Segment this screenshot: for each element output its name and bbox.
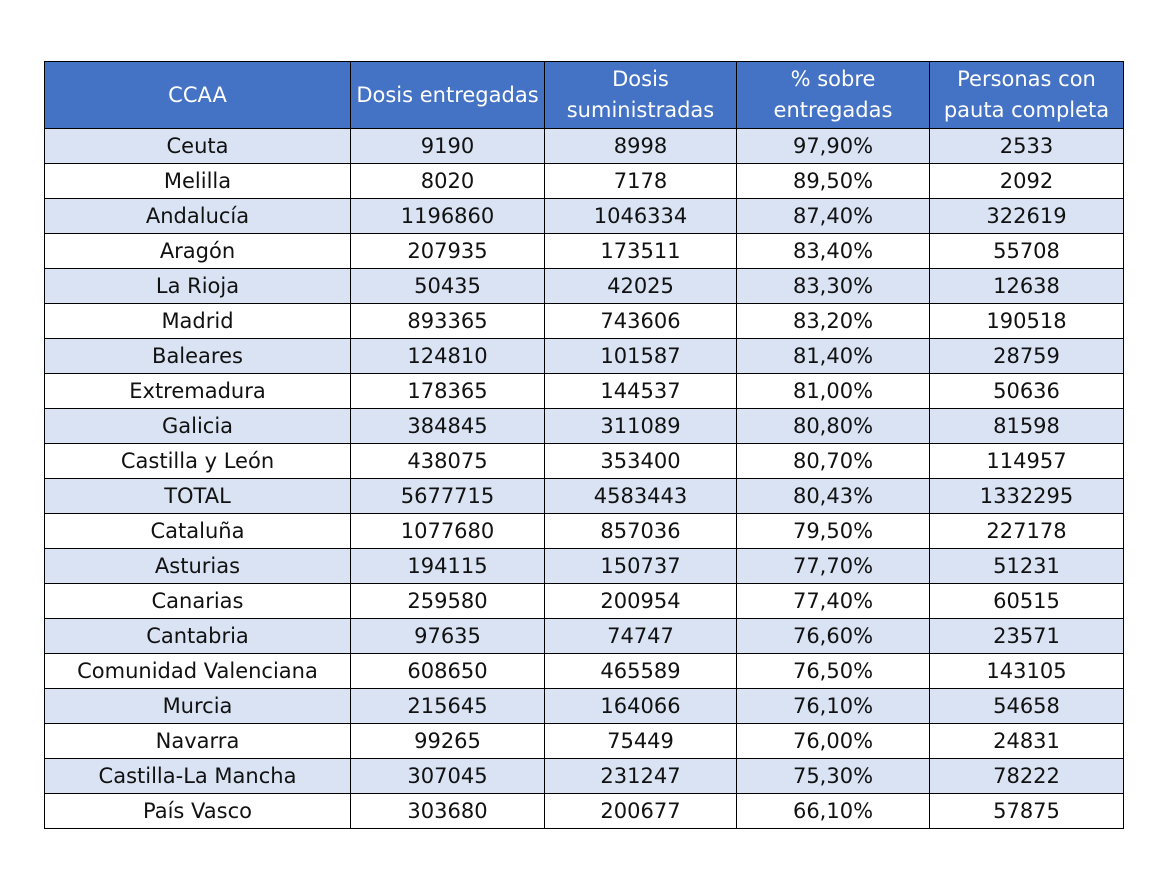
table-row (45, 269, 1124, 304)
cell-ccaa: Canarias (45, 584, 351, 619)
cell-ccaa: Andalucía (45, 199, 351, 234)
cell-porcentaje: 77,70% (737, 549, 930, 584)
cell-porcentaje: 76,50% (737, 654, 930, 689)
cell-dosis-suministradas: 75449 (545, 724, 737, 759)
cell-ccaa: País Vasco (45, 794, 351, 829)
cell-dosis-suministradas: 164066 (545, 689, 737, 724)
cell-dosis-suministradas: 231247 (545, 759, 737, 794)
cell-pauta-completa: 28759 (930, 339, 1124, 374)
cell-dosis-entregadas: 99265 (351, 724, 545, 759)
cell-dosis-entregadas: 207935 (351, 234, 545, 269)
cell-dosis-suministradas: 8998 (545, 129, 737, 164)
cell-porcentaje: 81,00% (737, 374, 930, 409)
cell-porcentaje: 79,50% (737, 514, 930, 549)
header-row (45, 62, 1124, 129)
cell-porcentaje: 80,80% (737, 409, 930, 444)
table-row (45, 549, 1124, 584)
cell-dosis-entregadas: 5677715 (351, 479, 545, 514)
cell-ccaa: Extremadura (45, 374, 351, 409)
cell-dosis-suministradas: 1046334 (545, 199, 737, 234)
cell-ccaa: Baleares (45, 339, 351, 374)
cell-pauta-completa: 81598 (930, 409, 1124, 444)
cell-dosis-suministradas: 465589 (545, 654, 737, 689)
cell-porcentaje: 76,60% (737, 619, 930, 654)
table-row (45, 339, 1124, 374)
table-row (45, 584, 1124, 619)
cell-pauta-completa: 50636 (930, 374, 1124, 409)
cell-ccaa: Murcia (45, 689, 351, 724)
cell-ccaa: Castilla-La Mancha (45, 759, 351, 794)
table-row (45, 199, 1124, 234)
cell-dosis-suministradas: 42025 (545, 269, 737, 304)
cell-dosis-entregadas: 307045 (351, 759, 545, 794)
table-row (45, 514, 1124, 549)
cell-pauta-completa: 78222 (930, 759, 1124, 794)
cell-dosis-suministradas: 7178 (545, 164, 737, 199)
header-porcentaje-sobre-entregadas: % sobre entregadas (737, 62, 930, 129)
cell-dosis-suministradas: 857036 (545, 514, 737, 549)
cell-ccaa: Madrid (45, 304, 351, 339)
header-personas-pauta-completa: Personas con pauta completa (930, 62, 1124, 129)
cell-pauta-completa: 51231 (930, 549, 1124, 584)
table-row (45, 794, 1124, 829)
cell-dosis-suministradas: 200677 (545, 794, 737, 829)
table-row (45, 689, 1124, 724)
cell-porcentaje: 75,30% (737, 759, 930, 794)
table-row (45, 724, 1124, 759)
cell-porcentaje: 77,40% (737, 584, 930, 619)
cell-dosis-entregadas: 178365 (351, 374, 545, 409)
cell-dosis-suministradas: 74747 (545, 619, 737, 654)
cell-pauta-completa: 143105 (930, 654, 1124, 689)
cell-dosis-entregadas: 215645 (351, 689, 545, 724)
cell-dosis-entregadas: 259580 (351, 584, 545, 619)
cell-ccaa: Galicia (45, 409, 351, 444)
cell-dosis-suministradas: 173511 (545, 234, 737, 269)
table-row (45, 654, 1124, 689)
cell-pauta-completa: 23571 (930, 619, 1124, 654)
cell-dosis-entregadas: 1196860 (351, 199, 545, 234)
cell-pauta-completa: 2092 (930, 164, 1124, 199)
cell-porcentaje: 76,10% (737, 689, 930, 724)
cell-dosis-entregadas: 608650 (351, 654, 545, 689)
cell-dosis-entregadas: 194115 (351, 549, 545, 584)
cell-porcentaje: 97,90% (737, 129, 930, 164)
cell-pauta-completa: 24831 (930, 724, 1124, 759)
table-row (45, 304, 1124, 339)
table-row (45, 444, 1124, 479)
cell-dosis-suministradas: 311089 (545, 409, 737, 444)
cell-porcentaje: 81,40% (737, 339, 930, 374)
table-row (45, 479, 1124, 514)
cell-dosis-suministradas: 200954 (545, 584, 737, 619)
cell-dosis-suministradas: 353400 (545, 444, 737, 479)
cell-ccaa: TOTAL (45, 479, 351, 514)
cell-dosis-entregadas: 124810 (351, 339, 545, 374)
cell-dosis-entregadas: 50435 (351, 269, 545, 304)
cell-dosis-suministradas: 101587 (545, 339, 737, 374)
cell-porcentaje: 80,43% (737, 479, 930, 514)
cell-dosis-entregadas: 97635 (351, 619, 545, 654)
cell-ccaa: Cantabria (45, 619, 351, 654)
cell-dosis-suministradas: 144537 (545, 374, 737, 409)
cell-dosis-suministradas: 743606 (545, 304, 737, 339)
cell-ccaa: Navarra (45, 724, 351, 759)
cell-dosis-entregadas: 8020 (351, 164, 545, 199)
cell-ccaa: Ceuta (45, 129, 351, 164)
cell-dosis-entregadas: 9190 (351, 129, 545, 164)
cell-ccaa: La Rioja (45, 269, 351, 304)
cell-pauta-completa: 1332295 (930, 479, 1124, 514)
cell-dosis-entregadas: 893365 (351, 304, 545, 339)
header-dosis-suministradas: Dosis suministradas (545, 62, 737, 129)
cell-ccaa: Castilla y León (45, 444, 351, 479)
cell-dosis-suministradas: 150737 (545, 549, 737, 584)
cell-pauta-completa: 60515 (930, 584, 1124, 619)
cell-porcentaje: 83,20% (737, 304, 930, 339)
cell-pauta-completa: 190518 (930, 304, 1124, 339)
cell-ccaa: Comunidad Valenciana (45, 654, 351, 689)
header-ccaa: CCAA (45, 62, 351, 129)
cell-dosis-entregadas: 1077680 (351, 514, 545, 549)
table-row (45, 409, 1124, 444)
cell-porcentaje: 66,10% (737, 794, 930, 829)
cell-pauta-completa: 227178 (930, 514, 1124, 549)
cell-porcentaje: 83,30% (737, 269, 930, 304)
vaccination-table (44, 61, 1124, 829)
cell-dosis-entregadas: 384845 (351, 409, 545, 444)
cell-porcentaje: 87,40% (737, 199, 930, 234)
cell-dosis-entregadas: 438075 (351, 444, 545, 479)
cell-porcentaje: 89,50% (737, 164, 930, 199)
cell-ccaa: Aragón (45, 234, 351, 269)
cell-dosis-entregadas: 303680 (351, 794, 545, 829)
cell-porcentaje: 80,70% (737, 444, 930, 479)
cell-pauta-completa: 322619 (930, 199, 1124, 234)
table-row (45, 619, 1124, 654)
cell-pauta-completa: 12638 (930, 269, 1124, 304)
cell-ccaa: Asturias (45, 549, 351, 584)
table-body (45, 129, 1124, 829)
cell-pauta-completa: 55708 (930, 234, 1124, 269)
cell-pauta-completa: 54658 (930, 689, 1124, 724)
cell-pauta-completa: 57875 (930, 794, 1124, 829)
cell-pauta-completa: 2533 (930, 129, 1124, 164)
table-row (45, 759, 1124, 794)
table-row (45, 164, 1124, 199)
cell-dosis-suministradas: 4583443 (545, 479, 737, 514)
cell-ccaa: Cataluña (45, 514, 351, 549)
table-row (45, 374, 1124, 409)
table-row (45, 129, 1124, 164)
header-dosis-entregadas: Dosis entregadas (351, 62, 545, 129)
table-row (45, 234, 1124, 269)
cell-porcentaje: 76,00% (737, 724, 930, 759)
cell-ccaa: Melilla (45, 164, 351, 199)
cell-porcentaje: 83,40% (737, 234, 930, 269)
cell-pauta-completa: 114957 (930, 444, 1124, 479)
